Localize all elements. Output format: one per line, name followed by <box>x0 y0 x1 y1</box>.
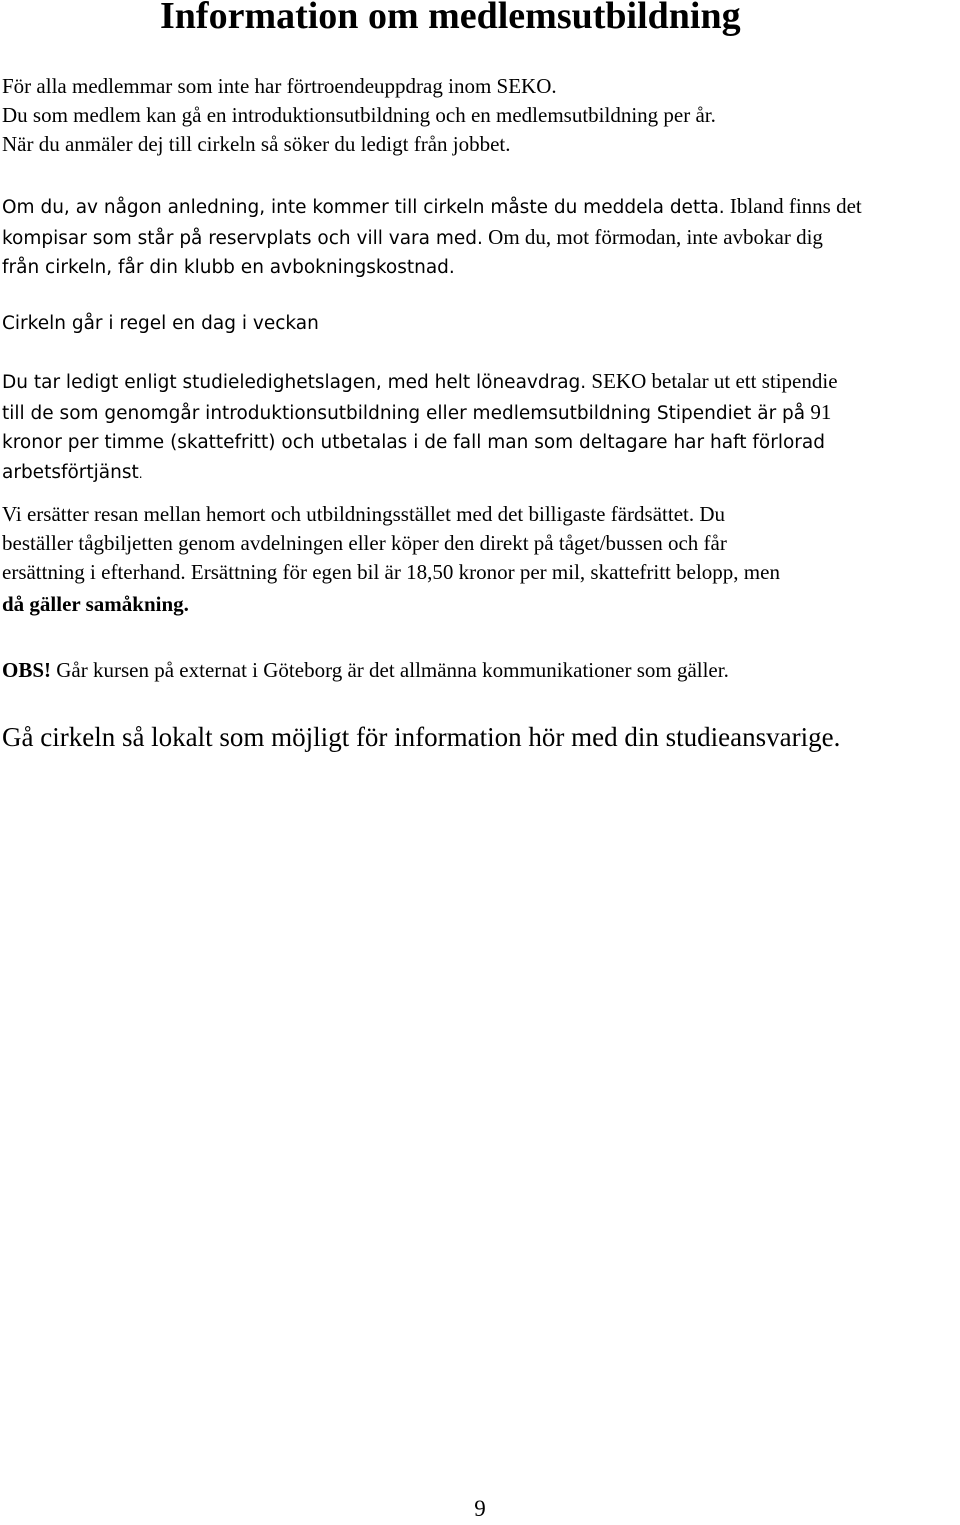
leave-line-2 <box>2 398 958 429</box>
cancellation-line-2-b: Om du, mot förmodan, inte avbokar dig <box>482 224 823 249</box>
travel-line-2: beställer tågbiljetten genom avdelningen eller köper den direkt på tåget/bussen och får <box>2 531 727 555</box>
leave-line-1 <box>2 367 958 398</box>
obs-label: OBS! <box>2 658 52 682</box>
obs-paragraph <box>2 656 958 685</box>
leave-paragraph <box>2 367 958 489</box>
closing-line-1: Gå cirkeln så lokalt som möjligt för information hör med din studieansvarige. <box>2 722 841 752</box>
leave-line-4-a: arbetsförtjänst <box>2 461 139 483</box>
cancellation-line-1 <box>2 192 958 223</box>
obs-text: Går kursen på externat i Göteborg är det allmänna kommunikationer som gäller. <box>51 658 729 682</box>
schedule-line-1: Cirkeln går i regel en dag i veckan <box>2 313 319 334</box>
leave-line-1-b: SEKO betalar ut ett stipendie <box>586 369 838 393</box>
leave-line-2-a: till de som genomgår introduktionsutbildning eller medlemsutbildning Stipendiet är på <box>2 402 806 424</box>
leave-line-4-dot: . <box>138 466 143 481</box>
schedule-paragraph <box>2 309 958 339</box>
cancellation-line-2-a: kompisar som står på reservplats och vill vara med. <box>2 227 483 249</box>
intro-line-1: För alla medlemmar som inte har förtroendeuppdrag inom SEKO. <box>2 74 557 98</box>
page-title: Information om medlemsutbildning <box>160 0 741 37</box>
travel-line-3: ersättning i efterhand. Ersättning för egen bil är 18,50 kronor per mil, skattefritt belopp, men <box>2 560 780 584</box>
intro-line-3: När du anmäler dej till cirkeln så söker du ledigt från jobbet. <box>2 132 511 156</box>
travel-line-1: Vi ersätter resan mellan hemort och utbildningsstället med det billigaste färdsättet. Du <box>2 502 726 526</box>
leave-line-4 <box>2 458 958 490</box>
cancellation-line-3: från cirkeln, får din klubb en avbokningskostnad. <box>2 257 455 278</box>
leave-line-2-b: 91 <box>805 399 832 424</box>
leave-line-3: kronor per timme (skattefritt) och utbetalas i de fall man som deltagare har haft förlorad <box>2 432 825 453</box>
page-number: 9 <box>474 1496 486 1521</box>
leave-line-1-a: Du tar ledigt enligt studieledighetslagen, med helt löneavdrag. <box>2 372 587 393</box>
intro-line-2: Du som medlem kan gå en introduktionsutbildning och en medlemsutbildning per år. <box>2 103 716 127</box>
travel-line-4: då gäller samåkning. <box>2 592 189 616</box>
obs-line <box>2 656 958 685</box>
closing-paragraph <box>2 720 958 754</box>
cancellation-line-1-a: Om du, av någon anledning, inte kommer till cirkeln måste du meddela detta. <box>2 197 725 218</box>
cancellation-line-1-b: Ibland finns det <box>724 194 862 218</box>
intro-paragraph <box>2 72 958 159</box>
travel-paragraph <box>2 500 958 619</box>
cancellation-line-2 <box>2 223 958 254</box>
cancellation-paragraph <box>2 192 958 283</box>
